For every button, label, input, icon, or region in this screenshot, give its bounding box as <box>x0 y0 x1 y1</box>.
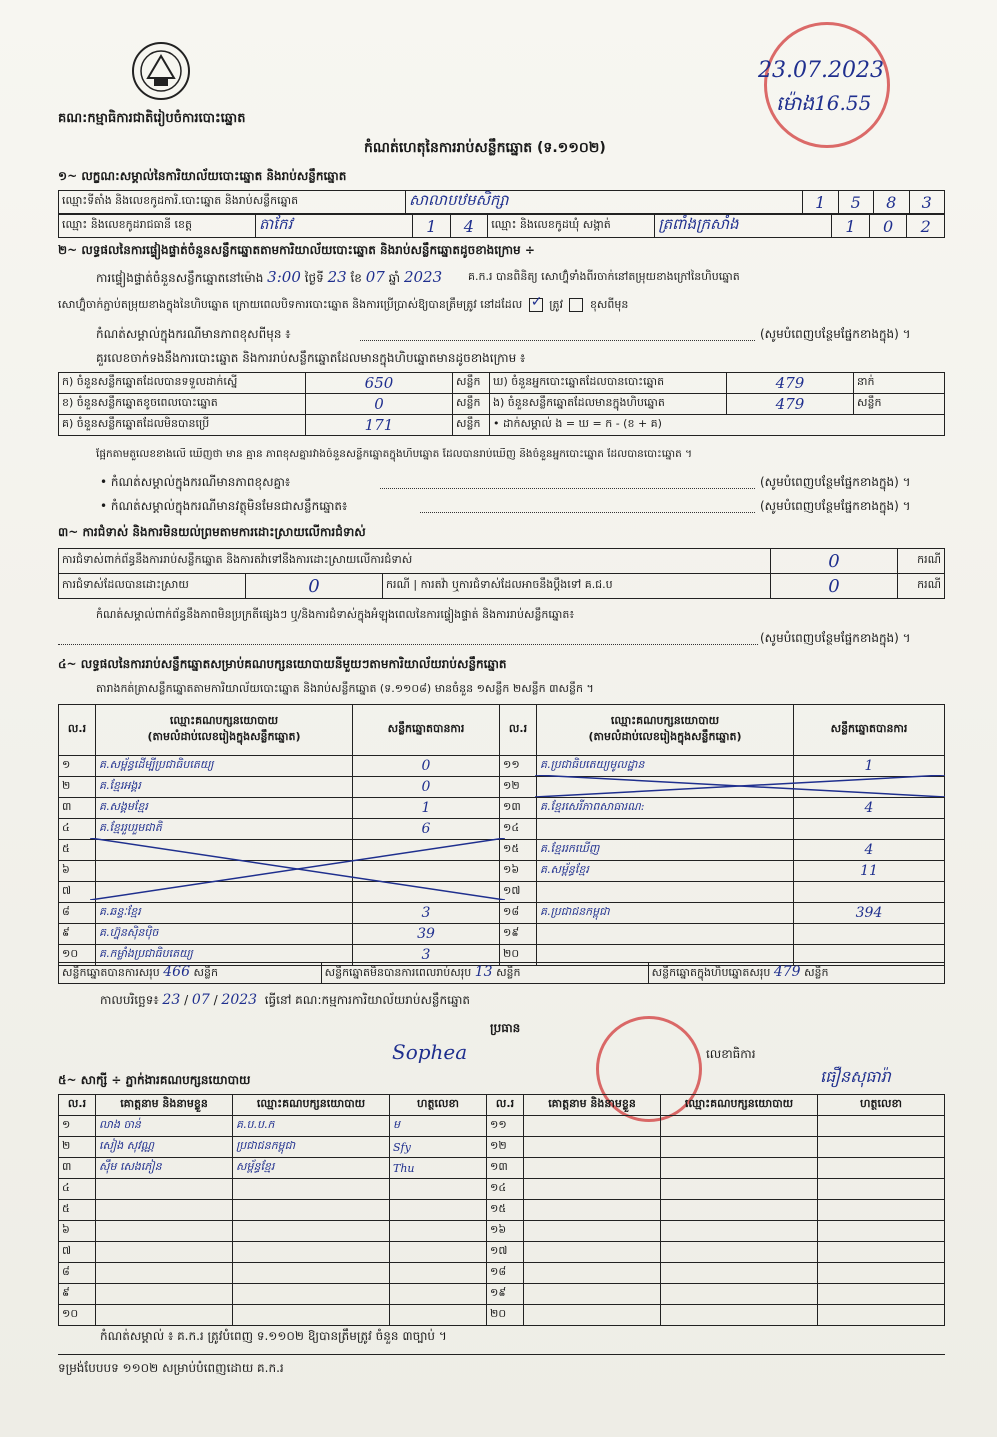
row-no: ១ <box>59 756 96 777</box>
row-no: ១៣ <box>500 798 537 819</box>
witness-signature <box>818 1116 945 1137</box>
section-1-table-row2 <box>58 214 945 238</box>
foreign-object-line <box>420 512 755 513</box>
witness-signature <box>818 1263 945 1284</box>
col-party-title: ឈ្មោះគណបក្សនយោបាយ <box>169 714 279 727</box>
witness-signature <box>390 1179 487 1200</box>
fill-note-2: (សូមបំពេញបន្ថែមផ្នែកខាងក្នុង) ។ <box>760 475 911 489</box>
witness-signature <box>818 1200 945 1221</box>
date-month: 07 <box>191 992 210 1008</box>
votes <box>794 819 945 840</box>
nec-emblem-icon <box>130 40 192 102</box>
difference-bullet-line <box>380 488 755 489</box>
figure-unit: សន្លឹក <box>854 394 945 415</box>
totals-table <box>58 962 945 984</box>
witness-party <box>661 1284 818 1305</box>
witness-party: សម្ព័ន្ធខ្មែរ <box>233 1158 390 1179</box>
col-party <box>537 705 794 756</box>
figure-label: ង) ចំនួនសន្លឹកឆ្នោតដែលមានក្នុងហិបឆ្នោត <box>490 394 727 415</box>
witness-name <box>524 1158 661 1179</box>
section-2-heading: ២~ លទ្ធផលនៃការផ្ទៀងផ្ទាត់ចំនួនសន្លឹកឆ្នោតតាមការិយាល័យបោះឆ្នោត និងរាប់សន្លឹកឆ្នោតដូចខាងក្រោម ÷ <box>58 243 535 257</box>
figure-unit: នាក់ <box>854 373 945 394</box>
row-no: ៩ <box>59 1284 96 1305</box>
party-name: គ.ប្រជាជនកម្ពុជា <box>537 903 794 924</box>
foreign-object-bullet: • កំណត់សម្គាល់ក្នុងករណីមានវត្ថុមិនមែនជាសន្លឹកឆ្នោត៖ <box>100 499 348 513</box>
unit: សន្លឹក <box>193 966 218 979</box>
row-no: ២០ <box>487 1305 524 1326</box>
col-party-title: ឈ្មោះគណបក្សនយោបាយ <box>610 714 720 727</box>
party-name: គ.ហ្វ៊ុនស៊ិនប៉ិច <box>96 924 353 945</box>
appeal-value: 0 <box>771 574 898 599</box>
complaints-value: 0 <box>771 549 898 574</box>
row-no: ១៥ <box>500 840 537 861</box>
witness-name <box>524 1179 661 1200</box>
commune-code-digit: 2 <box>907 215 945 238</box>
table-row <box>59 798 945 819</box>
section-1-table <box>58 190 945 214</box>
figure-unit: សន្លឹក <box>453 373 490 394</box>
figure-label: ឃ) ចំនួនអ្នកបោះឆ្នោតដែលបានបោះឆ្នោត <box>490 373 727 394</box>
witness-table <box>58 1094 945 1326</box>
total-valid-value: 466 <box>163 964 190 980</box>
footer-note: កំណត់សម្គាល់ ៖ គ.ក.រ ត្រូវបំពេញ ទ.១១០២ ឱ្យបានត្រឹមត្រូវ ចំនួន ៣ច្បាប់ ។ <box>100 1329 447 1343</box>
col-party-sub: (តាមលំដាប់លេខរៀងក្នុងសន្លឹកឆ្នោត) <box>147 730 301 743</box>
col-votes: សន្លឹកឆ្នោតបានការ <box>794 705 945 756</box>
witness-party <box>661 1263 818 1284</box>
cross-out-mark-right <box>535 775 945 797</box>
appeal-label: ករណី | ការតវ៉ា ឬការជំទាស់ដែលអាចនឹងប្តឹងទៅ គ.ជ.ប <box>383 574 771 599</box>
witness-name <box>524 1116 661 1137</box>
row-no: ៤ <box>59 819 96 840</box>
col-party-sub: (តាមលំដាប់លេខរៀងក្នុងសន្លឹកឆ្នោត) <box>588 730 742 743</box>
witness-signature <box>390 1305 487 1326</box>
party-name: គ.ឆន្ទៈខ្មែរ <box>96 903 353 924</box>
verify-year: 2023 <box>403 268 443 286</box>
witness-signature: ម <box>390 1116 487 1137</box>
complaints-label: ការជំទាស់ពាក់ព័ន្ធនឹងការរាប់សន្លឹកឆ្នោត និងការតវ៉ាទៅនឹងការដោះស្រាយលើការជំទាស់ <box>59 549 771 574</box>
difference-bullet: • កំណត់សម្គាល់ក្នុងករណីមានភាពខុសគ្នា៖ <box>100 475 291 489</box>
witness-signature <box>818 1221 945 1242</box>
witness-signature: Thu <box>390 1158 487 1179</box>
party-name: គ.ប្រជាធិបតេយ្យមូលដ្ឋាន <box>537 756 794 777</box>
office-name: សាលាបឋមសិក្សា <box>406 191 803 214</box>
table-row <box>59 1242 945 1263</box>
row-no: ១ <box>59 1116 96 1137</box>
witness-name <box>524 1263 661 1284</box>
stamp-time: ម៉ោង16.55 <box>776 91 872 115</box>
witness-name <box>96 1263 233 1284</box>
row-no: ១១ <box>500 756 537 777</box>
witness-name <box>524 1137 661 1158</box>
province-code-digit: 4 <box>450 215 488 238</box>
party-name <box>537 924 794 945</box>
witness-party <box>233 1179 390 1200</box>
row-no: ៨ <box>59 1263 96 1284</box>
witness-party <box>661 1116 818 1137</box>
table-row <box>59 1158 945 1179</box>
party-name <box>537 882 794 903</box>
row-no: ៧ <box>59 1242 96 1263</box>
fill-note: (សូមបំពេញបន្ថែមផ្នែកខាងក្នុង) ។ <box>760 327 911 341</box>
date-day: 23 <box>162 992 181 1008</box>
table-row <box>59 1179 945 1200</box>
verification-line <box>96 268 442 288</box>
witness-party <box>233 1221 390 1242</box>
witness-signature <box>818 1158 945 1179</box>
col-votes: សន្លឹកឆ្នោតបានការ <box>353 705 500 756</box>
table-row <box>59 1200 945 1221</box>
votes: 0 <box>353 756 500 777</box>
witness-name <box>524 1305 661 1326</box>
votes: 1 <box>353 798 500 819</box>
fill-note-3: (សូមបំពេញបន្ថែមផ្នែកខាងក្នុង) ។ <box>760 499 911 513</box>
row-no: ២០ <box>500 945 537 966</box>
row-no: ១០ <box>59 945 96 966</box>
total-invalid-value: 13 <box>474 964 493 980</box>
col-signature: ហត្ថលេខា <box>818 1095 945 1116</box>
fill-note-4: (សូមបំពេញបន្ថែមផ្នែកខាងក្នុង) ។ <box>760 631 911 645</box>
row-no: ២ <box>59 777 96 798</box>
party-results-table <box>58 704 945 966</box>
resolved-value: 0 <box>246 574 383 599</box>
date-label: កាលបរិច្ឆេទ៖ <box>100 993 159 1007</box>
witness-party <box>661 1221 818 1242</box>
witness-signature <box>390 1284 487 1305</box>
witness-party: គ.ប.ប.ក <box>233 1116 390 1137</box>
verify-month-label: ខែ <box>350 271 362 285</box>
row-no: ១៨ <box>487 1263 524 1284</box>
table-row <box>59 1116 945 1137</box>
figures-intro: គួរលេខចាក់ទងនឹងការបោះឆ្នោត និងការរាប់សន្លឹកឆ្នោតដែលមានក្នុងហិបឆ្នោតមានដូចខាងក្រោម ៖ <box>96 351 526 365</box>
party-name: គ.សម្ព័ន្ធដើម្បីប្រជាធិបតេយ្យ <box>96 756 353 777</box>
total-invalid-label: សន្លឹកឆ្នោតមិនបានការពេលរាប់សរុប <box>324 966 472 979</box>
witness-name: ស៊ឹម សេងភៀន <box>96 1158 233 1179</box>
case-unit: ករណី <box>386 578 410 591</box>
witness-party: ប្រជាជនកម្ពុជា <box>233 1137 390 1158</box>
party-name: គ.ខ្មែររកឃើញ <box>537 840 794 861</box>
row-no: ១៥ <box>487 1200 524 1221</box>
party-name: គ.ខ្មែររួបរួមជាតិ <box>96 819 353 840</box>
witness-name <box>96 1305 233 1326</box>
party-name: គ.ខ្មែរសេរីភាពសាធារណ: <box>537 798 794 819</box>
votes: 1 <box>794 756 945 777</box>
table-row <box>59 756 945 777</box>
figure-value: 479 <box>727 373 854 394</box>
commune-name: ត្រពាំងក្រសាំង <box>655 215 832 238</box>
table-row <box>59 903 945 924</box>
row-no: ៦ <box>59 1221 96 1242</box>
col-party: ឈ្មោះគណបក្សនយោបាយ <box>661 1095 818 1116</box>
total-box-label: សន្លឹកឆ្នោតក្នុងហិបឆ្នោតសរុប <box>651 966 771 979</box>
verify-year-label: ឆ្នាំ <box>388 271 401 285</box>
figure-value: 171 <box>306 415 453 436</box>
irregularity-line <box>58 644 758 645</box>
section-5-heading: ៥~ សាក្សី ÷ ភ្នាក់ងារគណបក្សនយោបាយ <box>58 1073 251 1087</box>
row-no: ១៣ <box>487 1158 524 1179</box>
party-name: គ.កម្លាំងប្រជាធិបតេយ្យ <box>96 945 353 966</box>
row-no: ១៧ <box>500 882 537 903</box>
votes <box>794 924 945 945</box>
witness-signature <box>390 1263 487 1284</box>
row-no: ២ <box>59 1137 96 1158</box>
cross-out-mark-left <box>90 838 505 900</box>
party-name: គ.ខ្មែរអង្គរ <box>96 777 353 798</box>
witness-name <box>96 1179 233 1200</box>
row-no: ១៩ <box>500 924 537 945</box>
witness-name <box>524 1221 661 1242</box>
row-no: ១២ <box>500 777 537 798</box>
row-no: ១៧ <box>487 1242 524 1263</box>
votes: 4 <box>794 798 945 819</box>
row-no: ១៦ <box>500 861 537 882</box>
table-row <box>59 1137 945 1158</box>
chair-title: ប្រធាន <box>490 1021 521 1035</box>
secretary-signature: ធឿនសុធារ៉ា <box>820 1067 891 1086</box>
stamp-date: 23.07.2023 <box>758 58 884 83</box>
votes <box>794 882 945 903</box>
complaints-table <box>58 548 945 599</box>
verify-day: 23 <box>327 268 347 286</box>
commune-code-digit: 1 <box>832 215 870 238</box>
witness-signature <box>390 1242 487 1263</box>
witness-signature <box>818 1284 945 1305</box>
figure-unit: សន្លឹក <box>453 394 490 415</box>
witness-name: សៀង សុវណ្ណ <box>96 1137 233 1158</box>
col-name: គោត្តនាម និងនាមខ្លួន <box>524 1095 661 1116</box>
col-party: ឈ្មោះគណបក្សនយោបាយ <box>233 1095 390 1116</box>
table-row <box>59 819 945 840</box>
witness-name <box>96 1221 233 1242</box>
witness-name <box>96 1200 233 1221</box>
unit: សន្លឹក <box>496 966 521 979</box>
section-4-heading: ៤~ លទ្ធផលនៃការរាប់សន្លឹកឆ្នោតសម្រាប់គណបក្សនយោបាយនីមួយៗតាមការិយាល័យរាប់សន្លឹកឆ្នោត <box>58 657 507 671</box>
col-no: ល.រ <box>487 1095 524 1116</box>
votes: 0 <box>353 777 500 798</box>
date-year: 2023 <box>221 992 258 1008</box>
verification-line-cont: គ.ក.រ បានពិនិត្យ សោហ្វ៊ុំទាំងពីរចាក់នៅតម្រុយខាងក្រៅនៃហិបឆ្នោត <box>468 270 740 283</box>
row-no: ១៨ <box>500 903 537 924</box>
witness-name: លាង ចាន់ <box>96 1116 233 1137</box>
intact-checkbox[interactable]: ✓ <box>530 294 543 310</box>
figure-value: 0 <box>306 394 453 415</box>
province-name: តាកែវ <box>256 215 413 238</box>
col-no: ល.រ <box>59 1095 96 1116</box>
witness-signature <box>818 1242 945 1263</box>
total-box <box>648 963 944 984</box>
witness-party <box>661 1179 818 1200</box>
witness-name <box>524 1242 661 1263</box>
figure-value: 479 <box>727 394 854 415</box>
row-no: ៨ <box>59 903 96 924</box>
section-3-heading: ៣~ ការជំទាស់ និងការមិនយល់ព្រមតាមការដោះស្រាយលើការជំទាស់ <box>58 525 366 539</box>
witness-name <box>524 1200 661 1221</box>
total-valid <box>59 963 322 984</box>
report-date: កាលបរិច្ឆេទ៖ 23 / 07 / 2023 ធ្វើនៅ គណ:កម្មការការិយាល័យរាប់សន្លឹកឆ្នោត <box>100 992 471 1008</box>
seal-status-line <box>58 294 629 314</box>
witness-name <box>96 1284 233 1305</box>
row-no: ៧ <box>59 882 96 903</box>
witness-signature <box>818 1305 945 1326</box>
tally-sheets-note: តារាងកត់ត្រាសន្លឹកឆ្នោតតាមការិយាល័យបោះឆ្នោត និងរាប់សន្លឹកឆ្នោត (ទ.១១០៨) មានចំនួន ១សន្លឹក ២សន្លឹក ៣សន្លឹក ។ <box>96 682 594 695</box>
committee-name: គណ:កម្មាធិការជាតិរៀបចំការបោះឆ្នោត <box>58 111 246 126</box>
formula-note: • ដាក់សម្គាល់ ង = ឃ = ក - (ខ + គ) <box>490 415 945 436</box>
verify-month: 07 <box>365 268 385 286</box>
col-no: ល.រ <box>59 705 96 756</box>
row-no: ៣ <box>59 798 96 819</box>
witness-signature <box>818 1179 945 1200</box>
appeal-text: ការតវ៉ា ឬការជំទាស់ដែលអាចនឹងប្តឹងទៅ គ.ជ.ប <box>420 578 613 591</box>
office-label: ឈ្មោះទីតាំង និងលេខកូដការិ.បោះឆ្នោត និងរាប់សន្លឹកឆ្នោត <box>59 191 406 214</box>
witness-party <box>661 1242 818 1263</box>
witness-signature <box>390 1200 487 1221</box>
witness-signature <box>390 1221 487 1242</box>
table-row <box>59 924 945 945</box>
row-no: ១១ <box>487 1116 524 1137</box>
row-no: ៤ <box>59 1179 96 1200</box>
secretary-title: លេខាធិការ <box>706 1047 756 1061</box>
office-code-digit: 5 <box>838 191 874 214</box>
province-label: ឈ្មោះ និងលេខកូដរាជធានី ខេត្ត <box>59 215 256 238</box>
case-unit: ករណី <box>898 574 945 599</box>
row-no: ៥ <box>59 840 96 861</box>
official-stamp-icon <box>764 22 890 148</box>
row-no: ១៤ <box>500 819 537 840</box>
votes: 394 <box>794 903 945 924</box>
resolved-label: ការជំទាស់ដែលបានដោះស្រាយ <box>59 574 246 599</box>
on-behalf: ធ្វើនៅ គណ:កម្មការការិយាល័យរាប់សន្លឹកឆ្នោត <box>264 993 471 1007</box>
verify-time: 3:00 <box>267 268 301 286</box>
votes: 4 <box>794 840 945 861</box>
votes: 3 <box>353 903 500 924</box>
row-no: ១០ <box>59 1305 96 1326</box>
witness-party <box>661 1200 818 1221</box>
figure-unit: សន្លឹក <box>453 415 490 436</box>
figure-label: ខ) ចំនួនសន្លឹកឆ្នោតខូចពេលបោះឆ្នោត <box>59 394 306 415</box>
votes: 3 <box>353 945 500 966</box>
footer-divider <box>58 1354 945 1355</box>
witness-party <box>661 1137 818 1158</box>
party-name: គ.សង្គមខ្មែរ <box>96 798 353 819</box>
row-no: ១៤ <box>487 1179 524 1200</box>
difference-note-line <box>360 340 755 341</box>
ballot-figures-table <box>58 372 945 436</box>
intact-label: ត្រូវ <box>549 298 563 311</box>
row-no: ៣ <box>59 1158 96 1179</box>
table-row <box>59 1263 945 1284</box>
changed-label: ខុសពីមុន <box>589 298 629 311</box>
votes: 6 <box>353 819 500 840</box>
witness-name <box>96 1242 233 1263</box>
case-unit: ករណី <box>898 549 945 574</box>
col-signature: ហត្ថលេខា <box>390 1095 487 1116</box>
votes: 11 <box>794 861 945 882</box>
col-no: ល.រ <box>500 705 537 756</box>
total-box-value: 479 <box>773 964 801 980</box>
row-no: ៥ <box>59 1200 96 1221</box>
witness-party <box>233 1242 390 1263</box>
witness-party <box>661 1305 818 1326</box>
changed-checkbox[interactable] <box>569 298 583 312</box>
total-valid-label: សន្លឹកឆ្នោតបានការសរុប <box>62 966 160 979</box>
witness-party <box>233 1305 390 1326</box>
verify-time-label: ការផ្ទៀងផ្ទាត់ចំនួនសន្លឹកឆ្នោតនៅម៉ោង <box>96 271 264 285</box>
commune-code-digit: 0 <box>869 215 907 238</box>
witness-party <box>233 1200 390 1221</box>
table-row <box>59 1221 945 1242</box>
witness-signature: Sfy <box>390 1137 487 1158</box>
witness-party <box>233 1263 390 1284</box>
figure-value: 650 <box>306 373 453 394</box>
difference-result: ផ្អែកតាមតួលេខខាងលើ ឃើញថា មាន គ្មាន ភាពខុសគ្នារវាងចំនួនសន្លឹកឆ្នោតក្នុងហិបឆ្នោត ដែលបានរាប់ឃើញ និងចំនួនអ្នកបោះឆ្នោត ដែលបានបោះឆ្នោត ។ <box>96 448 693 460</box>
section-1-heading: ១~ លក្ខណ:សម្គាល់នៃការិយាល័យបោះឆ្នោត និងរាប់សន្លឹកឆ្នោត <box>58 169 347 183</box>
table-row <box>59 1284 945 1305</box>
table-row <box>59 1305 945 1326</box>
party-name <box>537 819 794 840</box>
commune-label: ឈ្មោះ និងលេខកូដឃុំ សង្កាត់ <box>488 215 655 238</box>
office-code-digit: 3 <box>909 191 945 214</box>
page-title: កំណត់ហេតុនៃការរាប់សន្លឹកឆ្នោត (ទ.១១០២) <box>364 140 606 156</box>
row-no: ១៩ <box>487 1284 524 1305</box>
total-invalid <box>321 963 648 984</box>
row-no: ១៦ <box>487 1221 524 1242</box>
unit: សន្លឹក <box>804 966 829 979</box>
province-code-digit: 1 <box>413 215 451 238</box>
witness-name <box>524 1284 661 1305</box>
difference-note-label: កំណត់សម្គាល់ក្នុងករណីមានភាពខុសពីមុន ៖ <box>96 327 291 341</box>
party-name: គ.សម្ព័ន្ធខ្មែរ <box>537 861 794 882</box>
chair-signature: Sophea <box>392 1040 468 1064</box>
witness-party <box>233 1284 390 1305</box>
col-name: គោត្តនាម និងនាមខ្លួន <box>96 1095 233 1116</box>
witness-signature <box>818 1137 945 1158</box>
row-no: ១២ <box>487 1137 524 1158</box>
office-code-digit: 1 <box>803 191 839 214</box>
votes: 39 <box>353 924 500 945</box>
figure-label: គ) ចំនួនសន្លឹកឆ្នោតដែលមិនបានប្រើ <box>59 415 306 436</box>
col-party <box>96 705 353 756</box>
irregularity-note: កំណត់សម្គាល់ពាក់ព័ន្ធនឹងភាពមិនប្រក្រតីផ្សេងៗ ឬ/និងការជំទាស់ក្នុងអំឡុងពេលនៃការផ្ទៀងផ្ទាត់ និងការរាប់សន្លឹកឆ្នោត៖ <box>96 608 575 621</box>
row-no: ៩ <box>59 924 96 945</box>
verify-day-label: ថ្ងៃទី <box>304 271 324 285</box>
figure-label: ក) ចំនួនសន្លឹកឆ្នោតដែលបានទទួលដាក់ស្នើ <box>59 373 306 394</box>
seal-status-text: សោហ្វ៊ុំចាក់ភ្ជាប់តម្រុយខាងក្នុងនៃហិបឆ្នោត ក្រោយពេលបិទការបោះឆ្នោត និងការប្រើប្រាស់ឱ្យបានត្រឹមត្រូវ នៅដដែល <box>58 298 523 311</box>
form-name: ទម្រង់បែបបទ ១១០២ សម្រាប់បំពេញដោយ គ.ក.រ <box>58 1361 284 1375</box>
witness-party <box>661 1158 818 1179</box>
office-code-digit: 8 <box>874 191 910 214</box>
row-no: ៦ <box>59 861 96 882</box>
